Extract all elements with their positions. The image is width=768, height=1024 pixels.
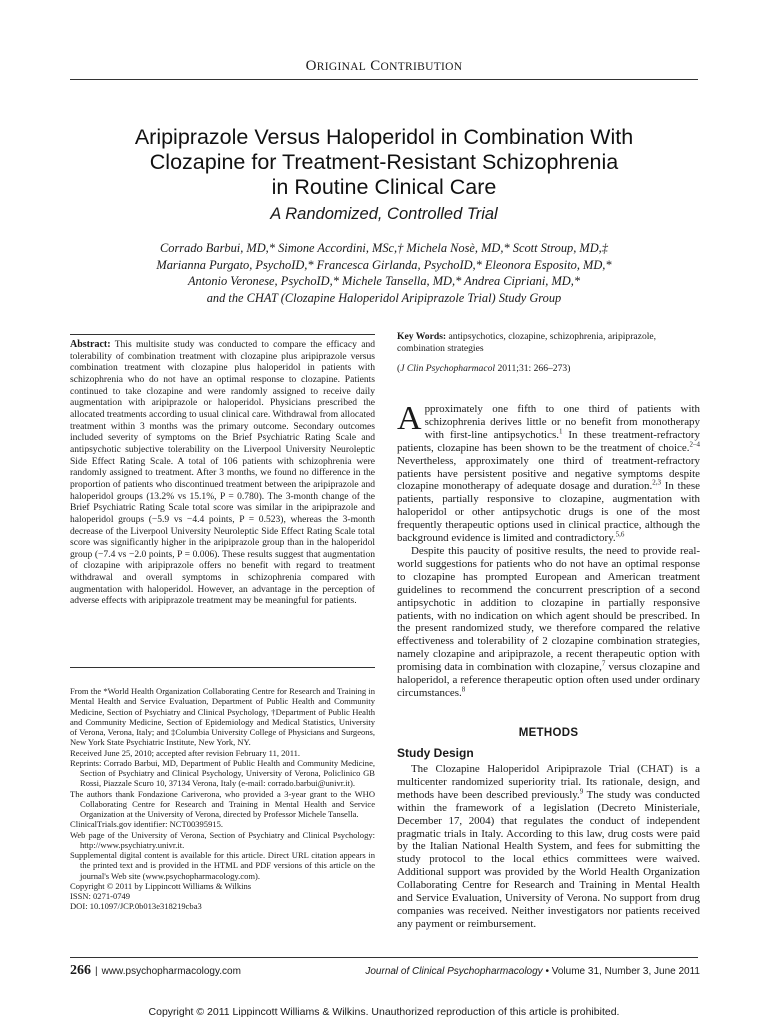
footer-left [70, 963, 241, 979]
introduction [397, 400, 700, 700]
affiliation-issn: ISSN: 0271-0749 [70, 891, 131, 901]
abstract-text: This multisite study was conducted to compare the efficacy and tolerability of combination treatment with clozapine plus aripiprazole versus combination treatment with clozapine plus haloperidol in patients with schizophrenia who do not have an optimal response to clozapine. Patients continued to take clozapine and were randomly assigned to receive daily augmentation with aripiprazole or haloperidol. Physicians prescribed the allocated treatments according to usual clinical care. Withdrawal from allocated treatment within 3 months was the primary outcome. Secondary outcomes included severity of symptoms on the Brief Psychiatric Rating Scale and antipsychotic subjective tolerability on the Liverpool University Neuroleptic Side Effect Rating Scale. A total of 106 patients with schizophrenia were randomly assigned to treatment. After 3 months, we found no difference in the proportion of patients who discontinued treatment between the aripiprazole and haloperidol groups (13.2% vs 15.1%, P = 0.780). The 3-month change of the Brief Psychiatric Rating Scale total score was similar in the aripiprazole and haloperidol groups (−5.9 vs −4.4 points, P = 0.523), whereas the 3-month decrease of the Liverpool University Neuroleptic Side Effect Rating Scale total score was significantly higher in the aripiprazole group than in the haloperidol group (−7.4 vs −2.0 points, P = 0.006). These results suggest that augmentation of clozapine with aripiprazole offers no benefit with regard to treatment withdrawal and overall symptoms in schizophrenia compared with augmentation with haloperidol. However, an advantage in the perception of adverse effects with aripiprazole treatment may be meaningful for patients. [70, 339, 376, 607]
study-design-text: The Clozapine Haloperidol Aripiprazole Trial (CHAT) is a multicenter randomized superiority trial. Its rationale, design, and methods have been described previously.$^9$ The study was conducted within the framework of a legislation (Decreto Ministeriale, December 17, 2004) that regulates the conduct of independent pragmatic trials in Italy. According to this law, drug costs were paid by the Italian National Health System, and fees for submitting the study protocol to the local ethics committees were waived. Additional support was provided by the World Health Organization Collaborating Centre for Research and Training in Mental Health and Service Evaluation, University of Verona. No support from drug companies was received. Neither investigators nor patients received any payment or reimbursement. [397, 763, 700, 930]
citation-open: ( [397, 363, 401, 374]
footer-rule [70, 957, 698, 958]
author-line-4: and the CHAT (Clozapine Haloperidol Aripiprazole Trial) Study Group [206, 290, 562, 305]
footer-separator: | [95, 966, 98, 977]
reference-marker: 8 [461, 685, 466, 694]
abstract [70, 335, 375, 607]
author-line-2: Marianna Purgato, PsychoID,* Francesca Girlanda, PsychoID,* Eleonora Esposito, MD,* [156, 257, 612, 272]
keywords-text: antipsychotics, clozapine, schizophrenia, aripiprazole, combination strategies [397, 331, 657, 354]
title-line-1: Aripiprazole Versus Haloperidol in Combination With [134, 125, 634, 149]
article-subtitle: A Randomized, Controlled Trial [270, 205, 498, 223]
footer-bullet: • [545, 966, 549, 977]
affiliation-reprints: Reprints: Corrado Barbui, MD, Department of Public Health and Community Medicine, Section of Psychiatry and Clinical Psychology, University of Verona, Policlinico GB Rossi, Piazzale Scuro 10, 37134 Verona, Italy (e-mail: corrado.barbui@univr.it). [70, 757, 375, 789]
affiliation-supplemental: Supplemental digital content is available for this article. Direct URL citation appears in the printed text and is provided in the HTML and PDF versions of this article on the journal's Web site (www.psychopharmacology.com). [70, 850, 375, 881]
abstract-bottom-rule [70, 667, 375, 668]
citation-rest: 2011;31: 266–273) [495, 363, 571, 374]
reference-marker: 2–4 [689, 440, 700, 449]
reference-marker: 5,6 [615, 530, 625, 539]
affiliation-clinicaltrials: ClinicalTrials.gov identifier: NCT00395915. [70, 819, 224, 830]
copyright-notice: Copyright © 2011 Lippincott Williams & Wilkins. Unauthorized reproduction of this article is prohibited. [148, 1006, 620, 1018]
intro-paragraph-2: Despite this paucity of positive results, the need to provide real-world suggestions for patients who do not have an optimal response to clozapine has prompted European and American treatment guidelines to recommend the concurrent prescription of a second antipsychotic in addition to clozapine in partially responsive patients, with no indication on which agent should be prescribed. In the present randomized study, we therefore compared the relative effectiveness and tolerability of 2 clozapine combination strategies, namely clozapine and aripiprazole, a recent therapeutic option with promising data in combination with clozapine,$^7$ versus clozapine and haloperidol, a reference therapeutic option often used under ordinary circumstances.$^8$ [397, 544, 700, 699]
reference-marker: 1 [558, 427, 563, 436]
abstract-box [70, 334, 375, 607]
page-number: 266 [70, 963, 91, 978]
footer-right [365, 966, 700, 977]
journal-website: www.psychopharmacology.com [101, 966, 241, 977]
header-rule [70, 79, 698, 80]
affiliations [70, 686, 375, 912]
intro-paragraph-1: Approximately one fifth to one third of patients with schizophrenia derives little or no benefit from monotherapy with first-line antipsychotics.$^1$ In these treatment-refractory patients, clozapine has been shown to be the treatment of choice.$^{2-4}$ Nevertheless, approximately one third of treatment-refractory patients have persistent positive and negative symptoms despite clozapine monotherapy of adequate dosage and duration.$^{2,3}$ In these patients, partially responsive to clozapine, augmentation with haloperidol or other antipsychotic drugs is one of the most frequently therapeutic options used in clinical practice, although the background evidence is limited and contradictory.$^{5,6}$ [397, 400, 700, 545]
citation [397, 363, 570, 374]
reference-marker: 2,3 [652, 478, 661, 487]
methods-heading: METHODS [518, 727, 579, 739]
journal-name: Journal of Clinical Psychopharmacology [365, 966, 543, 977]
author-line-1: Corrado Barbui, MD,* Simone Accordini, MSc,† Michela Nosè, MD,* Scott Stroup, MD,‡ [160, 241, 608, 255]
keywords [397, 331, 700, 355]
author-list [80, 240, 688, 306]
citation-journal: J Clin Psychopharmacol [400, 363, 496, 374]
section-label-initial-2: C [370, 58, 381, 74]
affiliation-webpage: Web page of the University of Verona, Section of Psychiatry and Clinical Psychology: http://www.psychiatry.univr.it. [70, 829, 375, 850]
author-line-3: Antonio Veronese, PsychoID,* Michele Tansella, MD,* Andrea Cipriani, MD,* [187, 274, 581, 289]
section-label-rest-2: ONTRIBUTION [380, 61, 463, 73]
reference-marker: 9 [579, 787, 584, 796]
section-label-rest-1: RIGINAL [316, 61, 367, 73]
journal-volume: Volume 31, Number 3, June 2011 [551, 966, 700, 977]
drop-cap: A [397, 400, 422, 437]
reference-marker: 7 [601, 659, 606, 668]
affiliation-doi: DOI: 10.1097/JCP.0b013e318219cba3 [70, 901, 202, 912]
study-design-heading: Study Design [397, 746, 474, 760]
section-label [0, 58, 768, 75]
section-label-initial-1: O [305, 58, 317, 74]
affiliation-grant: The authors thank Fondazione Cariverona, who provided a 3-year grant to the WHO Collaborating Centre for Research and Training in Mental Health and Service Organization at the University of Verona, directed by Professor Michele Tansella. [70, 788, 375, 819]
affiliation-received: Received June 25, 2010; accepted after revision February 11, 2011. [70, 747, 301, 758]
affiliation-from: From the *World Health Organization Collaborating Centre for Research and Training in Mental Health and Service Evaluation, Department of Public Health and Community Medicine, Section of Psychiatry and Clinical Psychology, †Department of Public Health and Community Medicine, Section of Epidemiology and Medical Statistics, University of Verona, Verona, Italy; and ‡Columbia University College of Physicians and Surgeons, New York State Psychiatric Institute, New York, NY. [70, 686, 375, 748]
title-line-2: Clozapine for Treatment-Resistant Schizophrenia [149, 150, 619, 174]
title-line-3: in Routine Clinical Care [271, 175, 497, 199]
keywords-label: Key Words: [397, 331, 447, 342]
article-title [90, 125, 678, 200]
affiliation-copyright: Copyright © 2011 by Lippincott Williams & Wilkins [70, 880, 252, 891]
abstract-label: Abstract: [70, 339, 111, 350]
